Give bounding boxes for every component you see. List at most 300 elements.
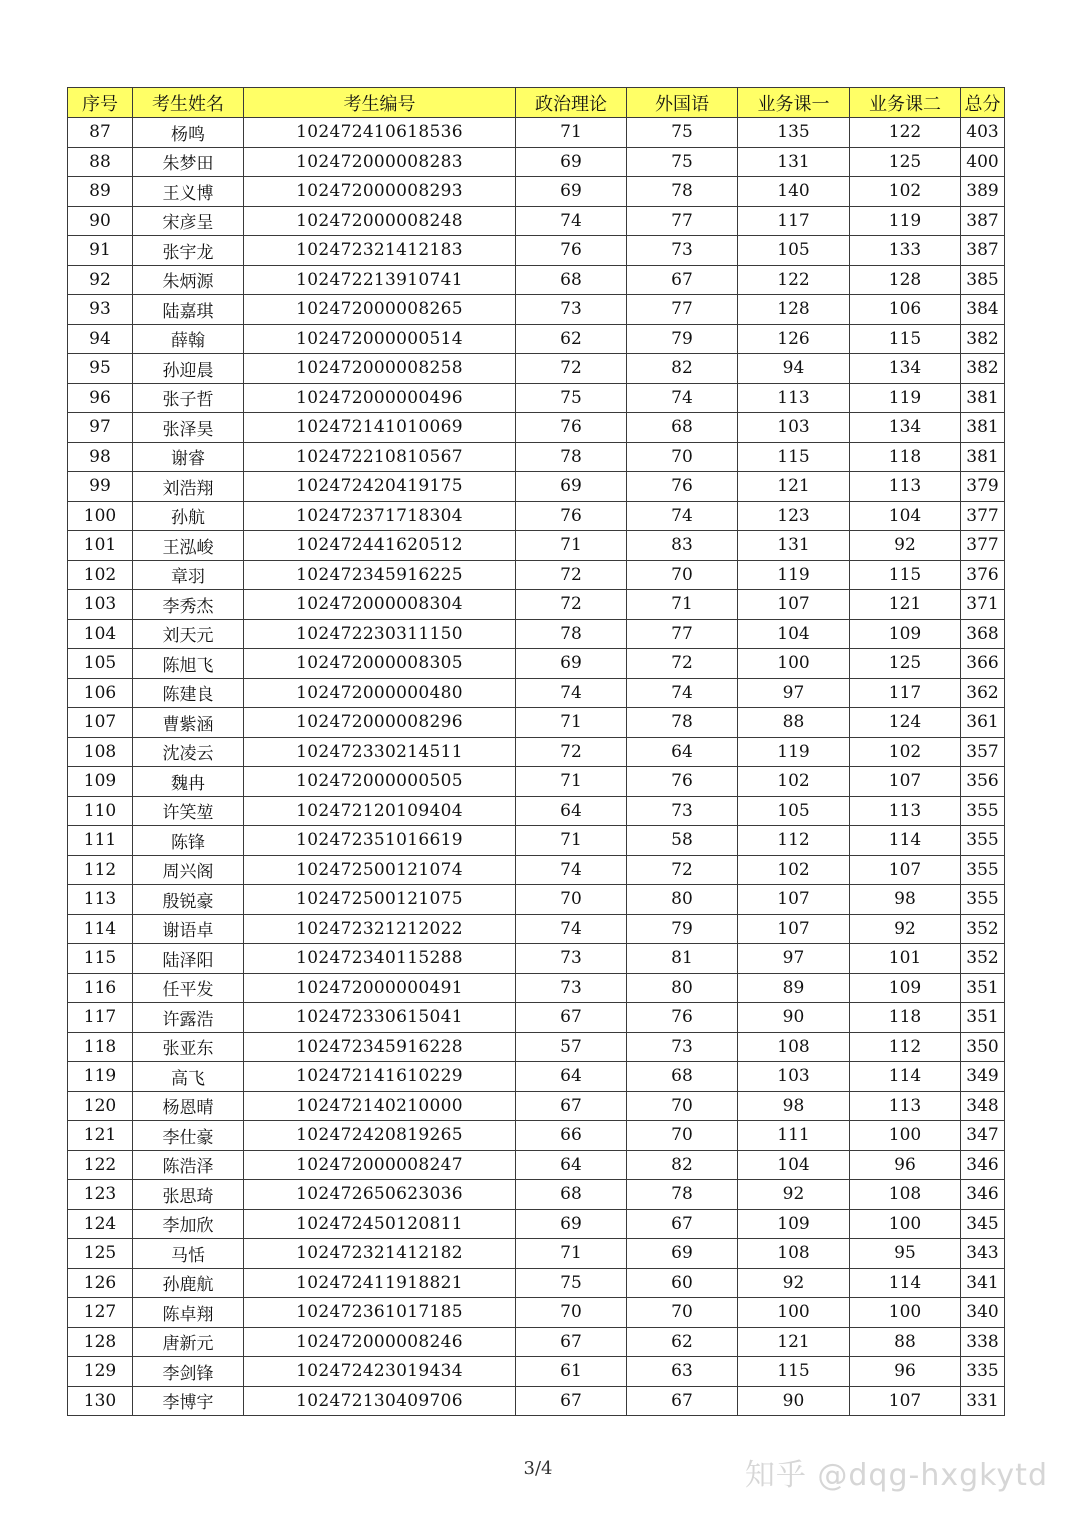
table-row [68,413,1005,443]
cell-foreign-language: 70 [627,1298,738,1328]
cell-total: 351 [961,1003,1005,1033]
cell-name: 沈凌云 [133,737,244,767]
cell-subject-two: 107 [850,855,961,885]
cell-name: 周兴阁 [133,855,244,885]
cell-exam-id: 102472500121074 [244,855,516,885]
table-row [68,118,1005,148]
cell-serial: 88 [68,147,133,177]
cell-serial: 118 [68,1032,133,1062]
cell-total: 377 [961,531,1005,561]
cell-name: 杨鸣 [133,118,244,148]
cell-serial: 113 [68,885,133,915]
cell-serial: 94 [68,324,133,354]
cell-subject-two: 113 [850,472,961,502]
cell-subject-two: 128 [850,265,961,295]
cell-subject-one: 90 [738,1386,850,1416]
cell-foreign-language: 78 [627,177,738,207]
cell-name: 魏冉 [133,767,244,797]
cell-subject-one: 109 [738,1209,850,1239]
cell-total: 341 [961,1268,1005,1298]
cell-exam-id: 102472345916228 [244,1032,516,1062]
cell-foreign-language: 76 [627,472,738,502]
cell-exam-id: 102472650623036 [244,1180,516,1210]
cell-serial: 109 [68,767,133,797]
cell-politics: 76 [516,413,627,443]
cell-name: 朱梦田 [133,147,244,177]
cell-total: 352 [961,944,1005,974]
header-col-serial: 序号 [68,88,133,118]
cell-politics: 69 [516,177,627,207]
cell-subject-two: 102 [850,177,961,207]
cell-name: 李加欣 [133,1209,244,1239]
cell-politics: 66 [516,1121,627,1151]
cell-total: 382 [961,324,1005,354]
cell-subject-one: 88 [738,708,850,738]
cell-serial: 101 [68,531,133,561]
cell-subject-one: 102 [738,767,850,797]
cell-total: 366 [961,649,1005,679]
header-col-exam-id: 考生编号 [244,88,516,118]
table-row [68,1298,1005,1328]
table-row [68,1062,1005,1092]
cell-name: 张宇龙 [133,236,244,266]
cell-subject-one: 115 [738,442,850,472]
cell-name: 张思琦 [133,1180,244,1210]
table-row [68,1121,1005,1151]
cell-name: 宋彦呈 [133,206,244,236]
cell-politics: 78 [516,619,627,649]
cell-foreign-language: 79 [627,324,738,354]
cell-foreign-language: 78 [627,1180,738,1210]
cell-exam-id: 102472351016619 [244,826,516,856]
cell-serial: 130 [68,1386,133,1416]
table-row [68,265,1005,295]
cell-total: 340 [961,1298,1005,1328]
score-table [67,87,1005,1416]
cell-foreign-language: 75 [627,147,738,177]
cell-serial: 97 [68,413,133,443]
cell-name: 张子哲 [133,383,244,413]
header-col-name: 考生姓名 [133,88,244,118]
cell-foreign-language: 58 [627,826,738,856]
cell-exam-id: 102472330615041 [244,1003,516,1033]
cell-subject-two: 115 [850,560,961,590]
cell-politics: 71 [516,826,627,856]
cell-foreign-language: 82 [627,354,738,384]
cell-politics: 71 [516,531,627,561]
table-row [68,295,1005,325]
score-sheet [67,87,1004,1416]
cell-serial: 99 [68,472,133,502]
cell-name: 陆泽阳 [133,944,244,974]
cell-subject-one: 90 [738,1003,850,1033]
cell-name: 曹紫涵 [133,708,244,738]
cell-politics: 67 [516,1327,627,1357]
cell-subject-one: 119 [738,560,850,590]
cell-foreign-language: 77 [627,619,738,649]
cell-exam-id: 102472420819265 [244,1121,516,1151]
cell-serial: 103 [68,590,133,620]
cell-foreign-language: 72 [627,649,738,679]
cell-subject-two: 112 [850,1032,961,1062]
table-row [68,560,1005,590]
table-row [68,649,1005,679]
cell-exam-id: 102472340115288 [244,944,516,974]
table-row [68,501,1005,531]
cell-name: 章羽 [133,560,244,590]
cell-subject-two: 108 [850,1180,961,1210]
cell-exam-id: 102472000008293 [244,177,516,207]
cell-total: 381 [961,413,1005,443]
cell-name: 陈锋 [133,826,244,856]
cell-subject-one: 97 [738,944,850,974]
table-row [68,1268,1005,1298]
cell-foreign-language: 80 [627,973,738,1003]
page-number: 3/4 [523,1458,553,1479]
table-row [68,1209,1005,1239]
cell-serial: 122 [68,1150,133,1180]
cell-subject-two: 125 [850,147,961,177]
cell-politics: 69 [516,472,627,502]
cell-subject-one: 115 [738,1357,850,1387]
header-col-foreign-language: 外国语 [627,88,738,118]
cell-subject-one: 119 [738,737,850,767]
header-col-subject-one: 业务课一 [738,88,850,118]
cell-subject-two: 92 [850,531,961,561]
table-row [68,973,1005,1003]
cell-foreign-language: 77 [627,206,738,236]
cell-politics: 69 [516,147,627,177]
cell-total: 389 [961,177,1005,207]
cell-subject-two: 88 [850,1327,961,1357]
cell-exam-id: 102472000008248 [244,206,516,236]
cell-name: 李仕豪 [133,1121,244,1151]
cell-politics: 72 [516,560,627,590]
table-row [68,236,1005,266]
cell-name: 陈卓翔 [133,1298,244,1328]
cell-subject-one: 108 [738,1239,850,1269]
cell-politics: 76 [516,501,627,531]
table-row [68,590,1005,620]
header-col-politics: 政治理论 [516,88,627,118]
table-row [68,944,1005,974]
cell-foreign-language: 76 [627,767,738,797]
cell-total: 346 [961,1150,1005,1180]
cell-subject-one: 112 [738,826,850,856]
cell-foreign-language: 60 [627,1268,738,1298]
cell-foreign-language: 72 [627,855,738,885]
cell-name: 陆嘉琪 [133,295,244,325]
cell-foreign-language: 68 [627,413,738,443]
cell-name: 马恬 [133,1239,244,1269]
cell-name: 张泽昊 [133,413,244,443]
cell-subject-two: 121 [850,590,961,620]
cell-serial: 127 [68,1298,133,1328]
cell-name: 李剑锋 [133,1357,244,1387]
cell-subject-two: 113 [850,1091,961,1121]
cell-foreign-language: 73 [627,1032,738,1062]
cell-subject-one: 107 [738,885,850,915]
cell-foreign-language: 70 [627,1121,738,1151]
cell-name: 杨恩晴 [133,1091,244,1121]
cell-exam-id: 102472321412183 [244,236,516,266]
cell-subject-one: 122 [738,265,850,295]
cell-serial: 114 [68,914,133,944]
cell-foreign-language: 79 [627,914,738,944]
cell-total: 352 [961,914,1005,944]
cell-subject-two: 115 [850,324,961,354]
cell-exam-id: 102472000008247 [244,1150,516,1180]
cell-foreign-language: 71 [627,590,738,620]
cell-subject-two: 106 [850,295,961,325]
cell-exam-id: 102472420419175 [244,472,516,502]
cell-name: 李秀杰 [133,590,244,620]
cell-subject-one: 111 [738,1121,850,1151]
table-row [68,1327,1005,1357]
cell-serial: 93 [68,295,133,325]
cell-serial: 129 [68,1357,133,1387]
cell-exam-id: 102472345916225 [244,560,516,590]
cell-serial: 91 [68,236,133,266]
cell-subject-two: 100 [850,1121,961,1151]
cell-foreign-language: 62 [627,1327,738,1357]
cell-exam-id: 102472321412182 [244,1239,516,1269]
table-row [68,324,1005,354]
cell-subject-one: 100 [738,649,850,679]
watermark: 知乎 @dqg-hxgkytd [744,1458,1048,1493]
cell-politics: 68 [516,265,627,295]
cell-subject-two: 125 [850,649,961,679]
cell-subject-two: 114 [850,826,961,856]
table-row [68,914,1005,944]
cell-serial: 119 [68,1062,133,1092]
cell-exam-id: 102472213910741 [244,265,516,295]
cell-serial: 106 [68,678,133,708]
cell-exam-id: 102472140210000 [244,1091,516,1121]
table-row [68,354,1005,384]
cell-subject-two: 133 [850,236,961,266]
cell-subject-one: 140 [738,177,850,207]
cell-total: 400 [961,147,1005,177]
cell-subject-one: 128 [738,295,850,325]
table-row [68,737,1005,767]
cell-serial: 111 [68,826,133,856]
cell-subject-two: 95 [850,1239,961,1269]
cell-subject-two: 119 [850,206,961,236]
cell-subject-one: 108 [738,1032,850,1062]
table-row [68,826,1005,856]
cell-politics: 70 [516,885,627,915]
cell-foreign-language: 74 [627,383,738,413]
cell-name: 许露浩 [133,1003,244,1033]
cell-subject-one: 92 [738,1268,850,1298]
cell-politics: 73 [516,295,627,325]
cell-foreign-language: 63 [627,1357,738,1387]
cell-politics: 69 [516,1209,627,1239]
cell-politics: 74 [516,206,627,236]
cell-total: 381 [961,383,1005,413]
cell-name: 殷锐豪 [133,885,244,915]
cell-name: 朱炳源 [133,265,244,295]
cell-total: 348 [961,1091,1005,1121]
cell-foreign-language: 78 [627,708,738,738]
cell-subject-two: 114 [850,1268,961,1298]
cell-total: 355 [961,885,1005,915]
cell-politics: 69 [516,649,627,679]
cell-politics: 61 [516,1357,627,1387]
cell-name: 许笑堃 [133,796,244,826]
cell-total: 347 [961,1121,1005,1151]
cell-subject-one: 131 [738,147,850,177]
cell-subject-one: 113 [738,383,850,413]
cell-subject-one: 117 [738,206,850,236]
header-row [68,88,1005,118]
cell-name: 高飞 [133,1062,244,1092]
cell-serial: 98 [68,442,133,472]
cell-politics: 72 [516,354,627,384]
cell-serial: 115 [68,944,133,974]
cell-subject-one: 121 [738,1327,850,1357]
cell-politics: 78 [516,442,627,472]
table-row [68,1032,1005,1062]
cell-total: 387 [961,236,1005,266]
cell-total: 403 [961,118,1005,148]
table-row [68,1003,1005,1033]
cell-exam-id: 102472321212022 [244,914,516,944]
cell-name: 陈旭飞 [133,649,244,679]
cell-exam-id: 102472130409706 [244,1386,516,1416]
header-col-subject-two: 业务课二 [850,88,961,118]
cell-serial: 95 [68,354,133,384]
table-row [68,1357,1005,1387]
cell-serial: 92 [68,265,133,295]
cell-politics: 62 [516,324,627,354]
cell-serial: 123 [68,1180,133,1210]
cell-foreign-language: 73 [627,796,738,826]
cell-foreign-language: 81 [627,944,738,974]
cell-subject-two: 107 [850,767,961,797]
cell-exam-id: 102472000008258 [244,354,516,384]
cell-subject-two: 122 [850,118,961,148]
cell-serial: 116 [68,973,133,1003]
cell-exam-id: 102472411918821 [244,1268,516,1298]
cell-exam-id: 102472000000514 [244,324,516,354]
table-row [68,796,1005,826]
cell-exam-id: 102472230311150 [244,619,516,649]
cell-exam-id: 102472120109404 [244,796,516,826]
table-row [68,531,1005,561]
cell-subject-one: 97 [738,678,850,708]
cell-total: 371 [961,590,1005,620]
cell-politics: 70 [516,1298,627,1328]
cell-name: 陈建良 [133,678,244,708]
table-row [68,1091,1005,1121]
table-row [68,147,1005,177]
cell-foreign-language: 67 [627,1386,738,1416]
cell-subject-one: 107 [738,914,850,944]
cell-subject-two: 124 [850,708,961,738]
cell-exam-id: 102472500121075 [244,885,516,915]
cell-exam-id: 102472000008246 [244,1327,516,1357]
cell-subject-two: 113 [850,796,961,826]
cell-total: 381 [961,442,1005,472]
table-row [68,1239,1005,1269]
table-row [68,383,1005,413]
cell-foreign-language: 75 [627,118,738,148]
cell-politics: 76 [516,236,627,266]
cell-exam-id: 102472000000480 [244,678,516,708]
cell-politics: 71 [516,767,627,797]
table-row [68,678,1005,708]
cell-total: 355 [961,796,1005,826]
cell-politics: 68 [516,1180,627,1210]
cell-name: 薛翰 [133,324,244,354]
cell-politics: 72 [516,590,627,620]
cell-total: 385 [961,265,1005,295]
cell-exam-id: 102472141010069 [244,413,516,443]
cell-exam-id: 102472000000491 [244,973,516,1003]
cell-politics: 71 [516,1239,627,1269]
cell-total: 376 [961,560,1005,590]
cell-foreign-language: 64 [627,737,738,767]
cell-name: 任平发 [133,973,244,1003]
cell-politics: 71 [516,708,627,738]
table-row [68,1180,1005,1210]
cell-subject-one: 89 [738,973,850,1003]
cell-foreign-language: 70 [627,442,738,472]
cell-subject-one: 98 [738,1091,850,1121]
cell-subject-two: 100 [850,1209,961,1239]
cell-total: 350 [961,1032,1005,1062]
cell-total: 384 [961,295,1005,325]
cell-exam-id: 102472000008304 [244,590,516,620]
cell-subject-two: 118 [850,442,961,472]
table-row [68,767,1005,797]
cell-total: 377 [961,501,1005,531]
cell-subject-one: 103 [738,1062,850,1092]
cell-subject-one: 92 [738,1180,850,1210]
cell-name: 张亚东 [133,1032,244,1062]
cell-total: 361 [961,708,1005,738]
cell-name: 唐新元 [133,1327,244,1357]
cell-total: 382 [961,354,1005,384]
cell-total: 355 [961,826,1005,856]
cell-serial: 87 [68,118,133,148]
cell-total: 387 [961,206,1005,236]
cell-foreign-language: 74 [627,501,738,531]
cell-serial: 112 [68,855,133,885]
cell-subject-two: 100 [850,1298,961,1328]
cell-subject-two: 102 [850,737,961,767]
cell-exam-id: 102472210810567 [244,442,516,472]
cell-serial: 96 [68,383,133,413]
cell-exam-id: 102472141610229 [244,1062,516,1092]
cell-subject-two: 92 [850,914,961,944]
cell-subject-one: 102 [738,855,850,885]
cell-politics: 71 [516,118,627,148]
cell-subject-two: 109 [850,973,961,1003]
cell-total: 357 [961,737,1005,767]
cell-total: 346 [961,1180,1005,1210]
cell-serial: 120 [68,1091,133,1121]
cell-subject-one: 94 [738,354,850,384]
cell-politics: 74 [516,914,627,944]
cell-serial: 107 [68,708,133,738]
cell-foreign-language: 67 [627,1209,738,1239]
cell-subject-two: 96 [850,1357,961,1387]
cell-serial: 100 [68,501,133,531]
cell-exam-id: 102472000000505 [244,767,516,797]
